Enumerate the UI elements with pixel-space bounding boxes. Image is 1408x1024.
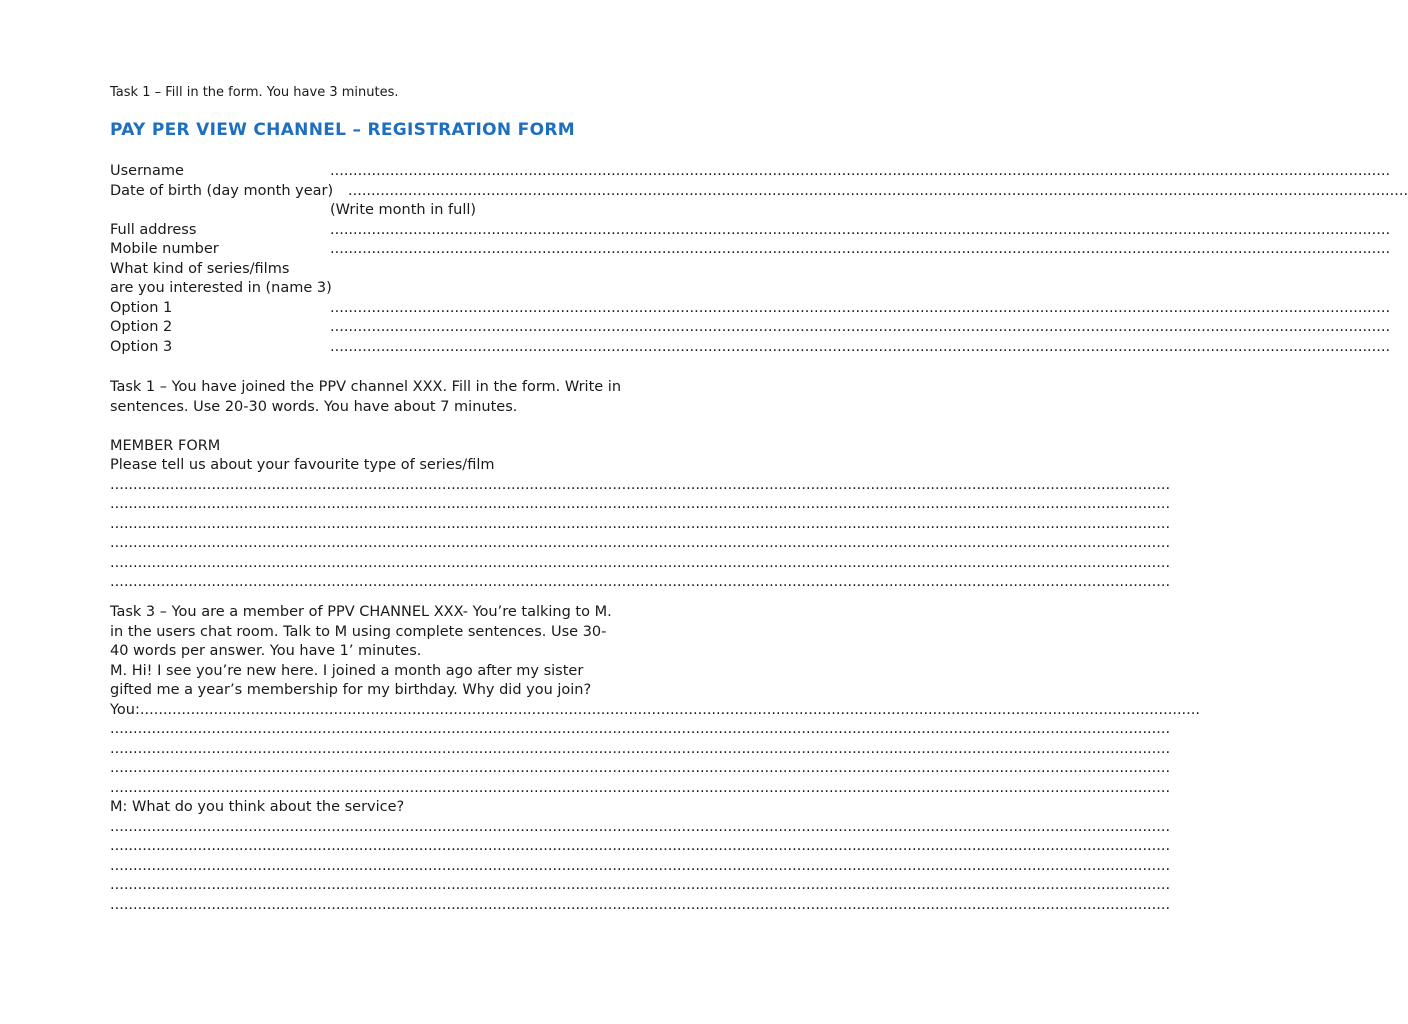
interest-question-line-2: are you interested in (name 3) <box>110 280 332 296</box>
dob-label: Date of birth (day month year) <box>110 182 334 199</box>
dob-field[interactable]: ...................................................................................................................................................................................................................................... <box>348 182 1408 199</box>
username-label: Username <box>110 163 184 179</box>
username-field[interactable]: ...................................................................................................................................................................................................................................... <box>330 163 1391 179</box>
task3-instructions-line-2: in the users chat room. Talk to M using complete sentences. Use 30- <box>110 623 607 640</box>
form-title: PAY PER VIEW CHANNEL – REGISTRATION FORM <box>110 120 575 140</box>
task2-instructions-line-2: sentences. Use 20-30 words. You have about 7 minutes. <box>110 398 518 415</box>
m-message-1-line-1: M. Hi! I see you’re new here. I joined a month ago after my sister <box>110 662 584 679</box>
option1-field[interactable]: ...................................................................................................................................................................................................................................... <box>330 299 1391 316</box>
task2-instructions-line-1: Task 1 – You have joined the PPV channel XXX. Fill in the form. Write in <box>110 379 622 395</box>
member-answer-line[interactable]: ...................................................................................................................................................................................................................................... <box>110 476 1171 493</box>
address-label: Full address <box>110 221 197 238</box>
dob-note: (Write month in full) <box>330 202 477 218</box>
mobile-row <box>110 240 1391 260</box>
m-message-1-line-2: gifted me a year’s membership for my birthday. Why did you join? <box>110 682 592 698</box>
answer-1-line[interactable]: ...................................................................................................................................................................................................................................... <box>110 779 1171 796</box>
option3-label: Option 3 <box>110 338 173 355</box>
mobile-field[interactable]: ...................................................................................................................................................................................................................................... <box>330 241 1391 257</box>
member-form-prompt: Please tell us about your favourite type of series/film <box>110 457 495 473</box>
answer-2-line[interactable]: ...................................................................................................................................................................................................................................... <box>110 896 1171 913</box>
chat-section <box>110 603 1200 915</box>
dob-note-row <box>110 201 696 221</box>
member-form-section <box>110 378 1171 593</box>
answer-2-line[interactable]: ...................................................................................................................................................................................................................................... <box>110 818 1171 835</box>
username-row <box>110 162 1391 182</box>
task3-instructions-line-1: Task 3 – You are a member of PPV CHANNEL XXX- You’re talking to M. <box>110 604 612 620</box>
member-answer-line[interactable]: ...................................................................................................................................................................................................................................... <box>110 496 1171 512</box>
m-message-2: M: What do you think about the service? <box>110 799 405 815</box>
member-answer-line[interactable]: ...................................................................................................................................................................................................................................... <box>110 515 1171 532</box>
member-form-heading: MEMBER FORM <box>110 437 221 454</box>
answer-2-line[interactable]: ...................................................................................................................................................................................................................................... <box>110 877 1171 893</box>
answer-1-line[interactable]: ...................................................................................................................................................................................................................................... <box>110 760 1171 776</box>
dob-row <box>110 182 1408 202</box>
address-row <box>110 221 1391 241</box>
option1-row <box>110 299 1391 319</box>
you-answer-row <box>110 701 1200 721</box>
interest-question-row-1 <box>110 260 696 280</box>
option2-label: Option 2 <box>110 319 173 335</box>
answer-2-line[interactable]: ...................................................................................................................................................................................................................................... <box>110 838 1171 854</box>
member-answer-line[interactable]: ...................................................................................................................................................................................................................................... <box>110 574 1171 590</box>
you-answer-line[interactable]: ...................................................................................................................................................................................................................................... <box>139 701 1200 718</box>
answer-1-line[interactable]: ...................................................................................................................................................................................................................................... <box>110 740 1171 757</box>
you-label: You: <box>110 701 140 718</box>
interest-question-row-2 <box>110 279 696 299</box>
registration-form <box>110 162 1408 357</box>
mobile-label: Mobile number <box>110 241 219 257</box>
address-field[interactable]: ...................................................................................................................................................................................................................................... <box>330 221 1391 238</box>
option3-row <box>110 338 1391 358</box>
answer-1-line[interactable]: ...................................................................................................................................................................................................................................... <box>110 721 1171 737</box>
task3-instructions-line-3: 40 words per answer. You have 1’ minutes. <box>110 643 422 659</box>
member-answer-line[interactable]: ...................................................................................................................................................................................................................................... <box>110 535 1171 551</box>
interest-question-line-1: What kind of series/films <box>110 260 290 277</box>
option2-row <box>110 318 1391 338</box>
option1-label: Option 1 <box>110 299 173 316</box>
answer-2-line[interactable]: ...................................................................................................................................................................................................................................... <box>110 857 1171 874</box>
task1-instructions: Task 1 – Fill in the form. You have 3 minutes. <box>110 85 399 100</box>
option3-field[interactable]: ...................................................................................................................................................................................................................................... <box>330 338 1391 355</box>
option2-field[interactable]: ...................................................................................................................................................................................................................................... <box>330 319 1391 335</box>
member-answer-line[interactable]: ...................................................................................................................................................................................................................................... <box>110 554 1171 571</box>
